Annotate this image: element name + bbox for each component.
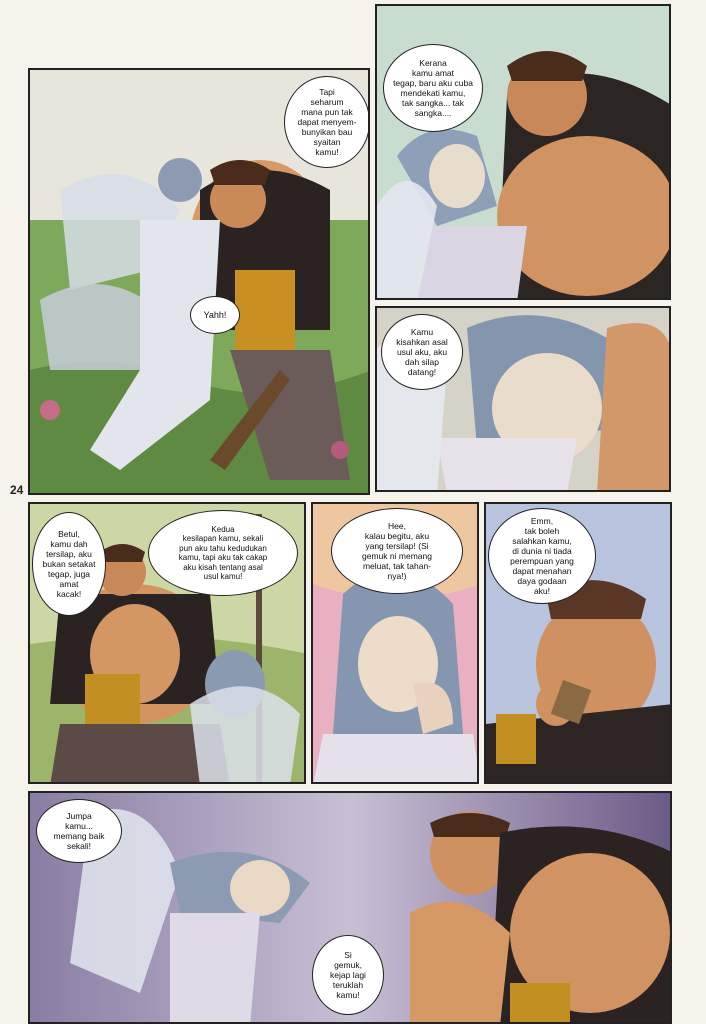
panel-6 — [484, 502, 672, 784]
panel-4 — [28, 502, 306, 784]
speech-bubble: Kerana kamu amat tegap, baru aku cuba mendekati kamu, tak sangka... tak sangka.... — [383, 44, 483, 132]
speech-bubble: Tapi seharum mana pun tak dapat menyem- bunyikan bau syaitan kamu! — [284, 76, 370, 168]
page-number: 24 — [10, 483, 24, 497]
speech-bubble: Yahh! — [190, 296, 240, 334]
panel-5 — [311, 502, 479, 784]
speech-bubble: Emm, tak boleh salahkan kamu, di dunia ni tiada perempuan yang dapat menahan daya godaan aku! — [488, 508, 596, 604]
panel-2 — [375, 4, 671, 300]
speech-bubble: Jumpa kamu... memang baik sekali! — [36, 799, 122, 863]
panel-7 — [28, 791, 672, 1024]
speech-bubble: Betul, kamu dah tersilap, aku bukan setakat tegap, juga amat kacak! — [32, 512, 106, 616]
speech-bubble: Kamu kisahkan asal usul aku, aku dah silap datang! — [381, 314, 463, 390]
panel-1 — [28, 68, 370, 495]
speech-bubble: Hee, kalau begitu, aku yang tersilap! (Si gemuk ni memang meluat, tak tahan- nya!) — [331, 508, 463, 594]
speech-bubble: Si gemuk, kejap lagi teruklah kamu! — [312, 935, 384, 1015]
speech-bubble: Kedua kesilapan kamu, sekali pun aku tahu kedudukan kamu, tapi aku tak cakap aku kisah tentang asal usul kamu! — [148, 510, 298, 596]
panel-3 — [375, 306, 671, 492]
